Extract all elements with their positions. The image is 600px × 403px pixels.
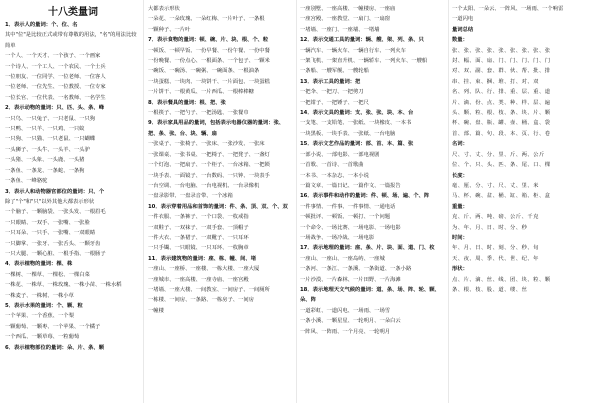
- column-divider: [296, 0, 297, 403]
- text-line: 一只手镯、一只眼镜、一只耳环、一枚胸章: [148, 245, 249, 252]
- text-line: 首、部、篇、句、段、本、页、行、卷: [452, 130, 551, 137]
- section-heading: 时间：: [452, 234, 468, 241]
- column-3: [300, 4, 445, 400]
- text-line: 一株花、一株草、一株玫瑰、一株小苗、一株水稻: [5, 282, 122, 289]
- section-heading: 重量：: [452, 203, 468, 210]
- text-line: 一只脚掌、一张牙、一张舌头、一颗牙齿: [5, 240, 101, 247]
- text-line: 一场战争、一场冷战、一场电影: [300, 234, 375, 241]
- text-line: 一座城市、一座高楼、一座寺庙、一座宫殿: [148, 276, 249, 283]
- column-2: [148, 4, 294, 400]
- text-line: 一头狮子、一头牛、一头羊、一头驴: [5, 146, 90, 153]
- section-heading: 12．表示交通工具的量词：辆、艘、架、列、条、只: [300, 37, 424, 44]
- text-line: 一个命令、一场比赛、一场电影、一场电影: [300, 224, 401, 231]
- text-line: 克、斤、两、吨、磅、公斤、千克: [452, 214, 539, 221]
- text-line: 一只眼睛、一双手、一张嘴、一张脸: [5, 219, 90, 226]
- text-line: 一座山、一座山、一座岛屿、一座城: [300, 255, 385, 262]
- section-heading: 10．表示穿着用品和首饰的量词：件、条、顶、双、个、双: [148, 203, 288, 210]
- text-line: 一头猪、一头象、一头鹿、一头猪: [5, 157, 85, 164]
- section-heading: 名词：: [452, 141, 468, 148]
- text-line: 一件大衣、一条裙子、一双靴子、一只耳环: [148, 234, 249, 241]
- text-line: 条、根、枝、股、道、缕、丝: [452, 286, 528, 293]
- text-line: 一个脑子、一颗脑袋、一张头发、一根眉毛: [5, 209, 106, 216]
- section-heading: 数量：: [452, 37, 468, 44]
- text-line: 一只鸟、一只兔子、一只老鼠、一只狗: [5, 115, 96, 122]
- section-heading: 18．表示地理天文气候的量词：道、条、场、阵、轮、颗、朵、阵: [300, 286, 440, 304]
- section-heading: 11．表示建筑物的量词：座、栋、幢、间、堵: [148, 255, 257, 262]
- text-line: 一件衣服、一条裤子、一个口袋、一枚戒指: [148, 214, 249, 221]
- text-line: 一位长官、一位代表、一名教师、一名学生: [5, 94, 106, 101]
- text-line: 张、张、张、张、张、张、张、张、张: [452, 47, 551, 54]
- text-line: 一篇文章、一篇日记、一篇作文、一篇报告: [300, 182, 401, 189]
- text-line: 一条小溪、一颗星星、一轮明月、一朵白云: [300, 318, 401, 325]
- text-line: 一只鸭、一只羊、一只鸡、一只蚊: [5, 126, 85, 133]
- text-line: 一个人、一个天才、一个孩子、一个画家: [5, 53, 101, 60]
- section-heading: 14．表示文具的量词：支、张、张、块、本、台: [300, 110, 414, 117]
- section-heading: 5．表示水果的量词：个、颗、粒: [5, 302, 83, 309]
- text-line: 一件事情、一件事、一件事情、一通电话: [300, 203, 396, 210]
- text-line: 一条河、一条江、一条溪、一条街道、一条小路: [300, 266, 412, 273]
- text-line: 一棵树、一棵草、一棵松、一棵白菜: [5, 271, 90, 278]
- column-1: [5, 4, 141, 400]
- text-line: 一个苹果、一个香蕉、一个梨: [5, 313, 74, 320]
- text-line: 一盘录影带、一盘录音带、一个冰箱: [148, 193, 233, 200]
- text-line: 一个诗人、一个工人、一个农民、一个士兵: [5, 63, 106, 70]
- section-heading: 1．表示人的量词：个、位、名: [5, 22, 78, 28]
- text-line: 一颗葡萄、一颗枣、一个苹果、一个橘子: [5, 323, 101, 330]
- text-line: 串、挂、束、捆、堆、打、对、双: [452, 78, 539, 85]
- text-line: 一顿批评、一顿饭、一顿打、一个问题: [300, 214, 391, 221]
- text-line: 杯、碗、盘、瓶、罐、壶、桶、盒、袋: [452, 120, 551, 127]
- text-line: 一本书、一本杂志、一本小说: [300, 172, 369, 179]
- text-line: 毫、厘、分、寸、尺、丈、里、米: [452, 182, 539, 189]
- section-heading: 15．表示文艺作品的量词：部、首、本、篇、张: [300, 141, 414, 148]
- text-line: 一碗饭、一碗汤、一碗粥、一碗面条、一根油条: [148, 68, 260, 75]
- text-line: 尺、寸、丈、分、里、斤、两、公斤: [452, 151, 545, 158]
- text-line: 一座山、一座桥、一座楼、一栋大楼、一座大厦: [148, 266, 260, 273]
- column-4: [452, 4, 597, 400]
- text-line: 马、杯、碗、盆、桶、缸、箱、柜、盒: [452, 193, 551, 200]
- text-line: 一双鞋子、一双袜子、一双手套、一顶帽子: [148, 224, 249, 231]
- section-heading: 8．表示餐具的量词：根、把、张: [148, 99, 226, 106]
- text-line: 一架飞机、一架直升机、一辆轿车、一列火车、一艘船: [300, 58, 428, 65]
- text-line: 一片沙漠、一片森林、一片田野、一片海滩: [300, 276, 401, 283]
- text-line: 一片饼干、一根黄瓜、一片西瓜、一根棒棒糖: [148, 89, 254, 96]
- text-line: 一座宫殿、一座教堂、一扇门、一扇窗: [300, 16, 391, 23]
- text-line: 头、颗、粒、根、枝、条、块、片、颗: [452, 110, 551, 117]
- text-line: 一支笔、一支铅笔、一张纸、一块橡皮、一本书: [300, 120, 412, 127]
- text-line: 一条鱼、一峰骆驼: [5, 178, 48, 185]
- text-line: 一台空调、一台电脑、一台电视机、一台录像机: [148, 182, 260, 189]
- column-divider: [448, 0, 449, 403]
- text-line: 一位朋友、一位同学、一位老师、一位客人: [5, 74, 106, 81]
- text-line: 一阵风、一阵雨、一个月亮、一轮明月: [300, 328, 391, 335]
- text-line: 一座别墅、一座高楼、一幢楼房、一座庙: [300, 6, 396, 12]
- section-heading: 6．表示植物部位的量词：朵、片、条、颗: [5, 344, 105, 351]
- text-line: 一位老师、一位先生、一位教授、一位专家: [5, 84, 106, 91]
- text-line: 一份晚餐、一份点心、一根面条、一个包子、一颗米: [148, 58, 270, 65]
- section-heading: 3．表示人和动物器官部位的量词：只、个: [5, 188, 105, 195]
- column-divider: [143, 0, 144, 403]
- text-line: 一道彩虹、一道闪电、一场雨、一场雪: [300, 307, 391, 314]
- text-line: 一个太阳、一朵云、一阵风、一场雨、一个响雷: [452, 6, 564, 12]
- text-line: 一条船、一艘军舰、一艘轮船: [300, 68, 369, 75]
- text-line: 除了"个"和"只"以外其他大都表示形状: [5, 198, 95, 205]
- section-heading: 9．表示家具用品的量词，包括表示电器仪器的量词：张、把、条、张、台、块、辆、扇: [148, 120, 285, 137]
- text-line: 一只耳朵、一只手、一张嘴、一双眼睛: [5, 230, 96, 237]
- text-line: 为、年、月、日、时、分、秒: [452, 224, 528, 231]
- text-line: 一堵墙、一座门、一座墙、一堵墙: [300, 26, 380, 33]
- text-line: 一只狗、一只猫、一只老鼠、一只蝴蝶: [5, 136, 96, 143]
- text-line: 一条鱼、一条龙、一条蛇、一条狗: [5, 167, 85, 174]
- text-line: 一根筷子、一把勺子、一把汤匙、一张餐巾: [148, 110, 249, 117]
- text-line: 一块蛋糕、一块肉、一块饼干、一片面包、一块蛋糕: [148, 78, 270, 85]
- text-line: 一顿饭、一顿早饭、一份早餐、一份午餐、一份中餐: [148, 47, 270, 54]
- section-heading: 形状：: [452, 266, 468, 273]
- text-line: 名、列、队、行、排、重、层、重、道: [452, 89, 551, 96]
- section-heading: 13．表示工具的量词：把: [300, 78, 361, 85]
- text-line: 一辆汽车、一辆火车、一辆自行车、一列火车: [300, 47, 406, 54]
- text-line: 大都表示形状: [148, 6, 180, 12]
- section-heading: 2．表示动物的量词：只、匹、头、条、峰: [5, 105, 105, 112]
- text-line: 一张桌子、一张椅子、一张床、一张沙发、一张床: [148, 141, 265, 148]
- text-line: 一颗种子、一片叶: [148, 26, 191, 33]
- text-line: 一堵墙、一座大楼、一间教室、一间房子、一间厕所: [148, 286, 270, 293]
- text-line: 一个西瓜、一颗草莓、一粒葡萄: [5, 334, 80, 341]
- text-line: 一道闪电: [452, 16, 474, 23]
- section-heading: 4．表示植物的量词：棵、株: [5, 261, 73, 268]
- section-heading: 16．表示事件和动作的量词：件、顿、场、遍、个、阵: [300, 193, 430, 200]
- text-line: 一把伞、一把刀、一把剪刀: [300, 89, 364, 96]
- text-line: 一朵花、一朵玫瑰、一朵红梅、一片叶子、一条根: [148, 16, 265, 23]
- text-line: 一只大腿、一颗心脏、一根手指、一根肠子: [5, 250, 106, 257]
- text-line: 一首歌、一首诗、一首歌曲: [300, 162, 364, 169]
- text-line: 一栋楼、一间房、一条路、一栋房子、一间房: [148, 297, 254, 304]
- text-line: 天、夜、周、季、代、世、纪、年: [452, 255, 539, 262]
- text-line: 一株麦子、一株树、一株小草: [5, 292, 74, 299]
- section-heading: 量词总结: [452, 26, 474, 33]
- text-line: 一张课桌、一张书桌、一把椅子、一把凳子、一盏灯: [148, 151, 270, 158]
- text-line: 位、个、只、头、匹、条、尾、口、棵: [452, 162, 551, 169]
- text-line: 一幢楼: [148, 307, 164, 314]
- text-line: 片、滴、份、点、类、种、样、层、遍: [452, 99, 551, 106]
- text-line: 一块手表、一面镜子、一台数码、一只钟、一块表手: [148, 172, 270, 179]
- section-heading: 7．表示食物的量词：顿、碗、片、块、根、个、粒: [148, 37, 269, 44]
- text-line: 一把钳子、一把锤子、一把尺: [300, 99, 369, 106]
- text-line: 年、月、日、时、刻、分、秒、旬: [452, 245, 539, 252]
- text-line: 对、双、副、套、群、伙、帮、批、排: [452, 68, 551, 75]
- page-title: 十八类量词: [48, 7, 98, 18]
- section-heading: 长度：: [452, 172, 468, 179]
- text-line: 封、幅、面、扇、门、门、门、门、门: [452, 58, 551, 65]
- text-line: 点、片、滴、丝、线、团、块、粒、颗: [452, 276, 551, 283]
- text-line: 一块黑板、一块手表、一张纸、一台电脑: [300, 130, 396, 137]
- text-line: 一部小说、一部电影、一部电视剧: [300, 151, 380, 158]
- section-heading: 17．表示地理的量词：座、条、片、块、面、道、门、枚: [300, 245, 435, 252]
- text-line: 一个灯泡、一把扇子、一个柜子、一台冰箱、一把锁: [148, 162, 270, 169]
- text-line: 其中"位"是比较正式或带有尊敬的用法，"名"的用法比较简单: [5, 32, 137, 49]
